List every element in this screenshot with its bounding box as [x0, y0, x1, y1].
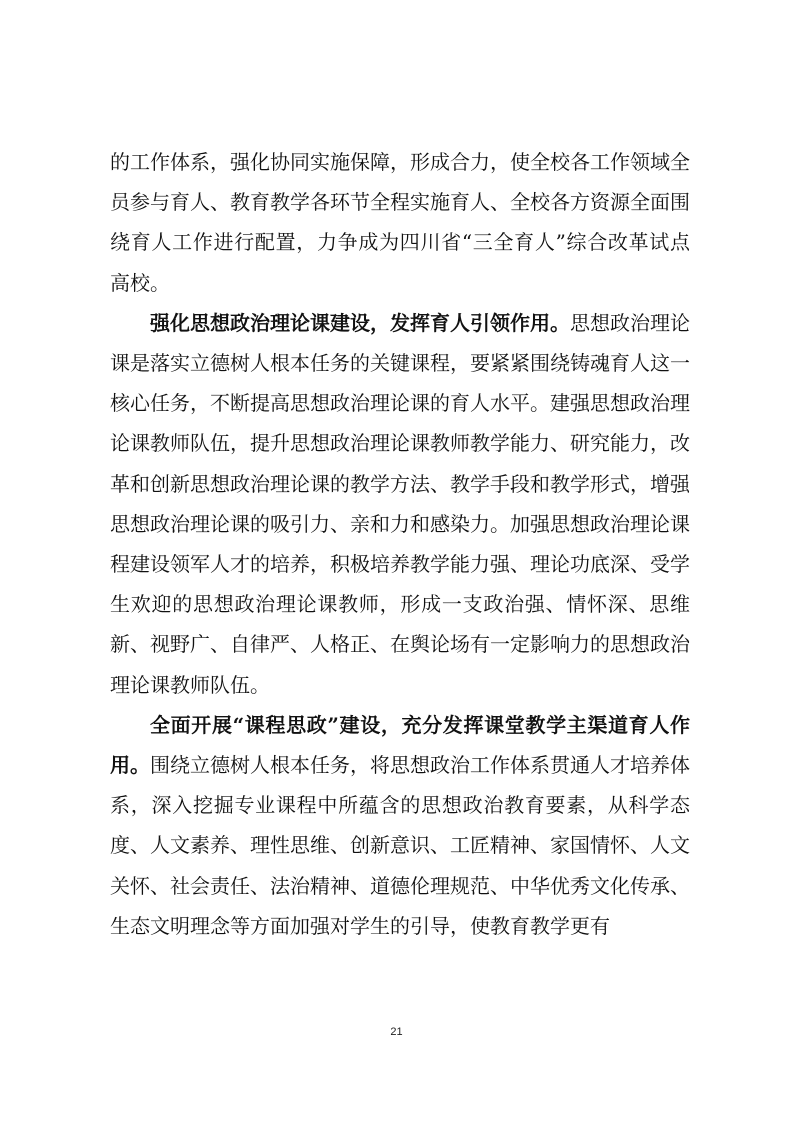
paragraph-heading: 全面开展“课程思政”建设，充分发挥课堂教学主渠道育人作用。	[110, 712, 690, 778]
paragraph-continuation	[110, 142, 690, 303]
page-number: 21	[390, 1026, 403, 1038]
paragraph-course-ideology	[110, 705, 690, 946]
paragraph-ideological-course	[110, 303, 690, 705]
paragraph-body: 的工作体系，强化协同实施保障，形成合力，使全校各工作领域全员参与育人、教育教学各环节全程实施育人、全校各方资源全面围绕育人工作进行配置，力争成为四川省“三全育人”综合改革试点高校。	[110, 150, 690, 295]
body-text	[110, 142, 690, 946]
paragraph-body: 思想政治理论课是落实立德树人根本任务的关键课程，要紧紧围绕铸魂育人这一核心任务，不断提高思想政治理论课的育人水平。建强思想政治理论课教师队伍，提升思想政治理论课教师教学能力、研究能力，改革和创新思想政治理论课的教学方法、教学手段和教学形式，增强思想政治理论课的吸引力、亲和力和感染力。加强思想政治理论课程建设领军人才的培养，积极培养教学能力强、理论功底深、受学生欢迎的思想政治理论课教师，形成一支政治强、情怀深、思维新、视野广、自律严、人格正、在舆论场有一定影响力的思想政治理论课教师队伍。	[110, 310, 690, 697]
paragraph-body: 围绕立德树人根本任务，将思想政治工作体系贯通人才培养体系，深入挖掘专业课程中所蕴含的思想政治教育要素，从科学态度、人文素养、理性思维、创新意识、工匠精神、家国情怀、人文关怀、社会责任、法治精神、道德伦理规范、中华优秀文化传承、生态文明理念等方面加强对学生的引导，使教育教学更有	[110, 753, 690, 938]
paragraph-heading: 强化思想政治理论课建设，发挥育人引领作用。	[150, 310, 570, 335]
